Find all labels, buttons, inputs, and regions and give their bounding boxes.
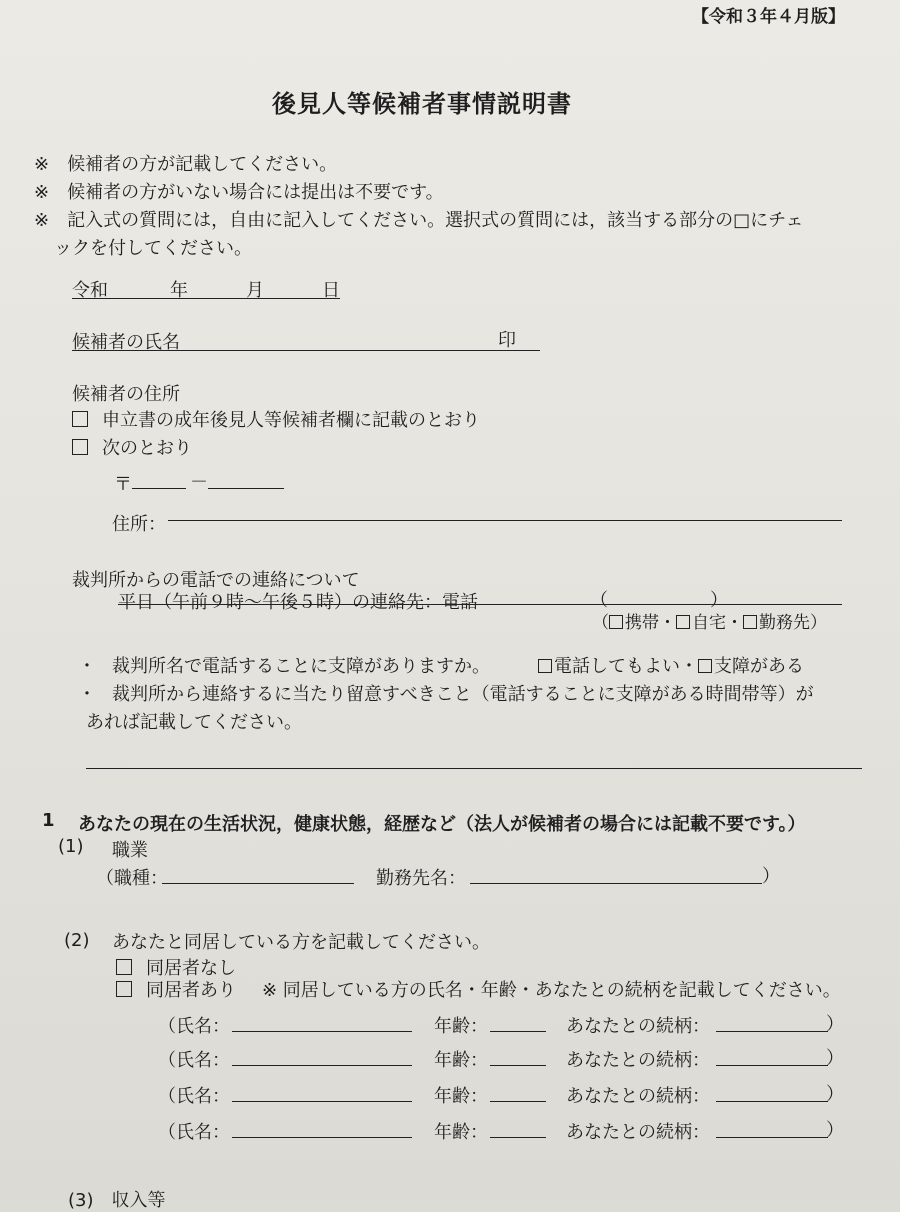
q2-number: (2) xyxy=(64,930,90,951)
phone-type-choices xyxy=(592,608,827,633)
weekday-phone-label: 平日（午前９時～午後５時）の連絡先：電話 xyxy=(118,592,478,613)
checkbox-work[interactable] xyxy=(743,615,757,629)
phone-paren-close: ） xyxy=(710,590,728,611)
cohabitant-age-field[interactable] xyxy=(490,1101,546,1102)
cohabitant-relationship-field[interactable] xyxy=(716,1137,828,1138)
bullet-notes-line2: あれば記載してください。 xyxy=(86,712,302,733)
candidate-address-label: 候補者の住所 xyxy=(72,384,180,405)
age-label: 年齢： xyxy=(434,1016,488,1037)
q2-label: あなたと同居している方を記載してください。 xyxy=(112,932,490,953)
phone-number-field[interactable] xyxy=(118,604,842,605)
job-type-label: （職種： xyxy=(96,868,168,889)
cohabitant-yes-text: 同居者あり xyxy=(146,980,236,1001)
age-label: 年齢： xyxy=(434,1050,488,1071)
note-1 xyxy=(34,150,337,176)
seal-mark: 印 xyxy=(498,330,516,351)
checkbox-mobile[interactable] xyxy=(609,615,623,629)
note-text: 候補者の方が記載してください。 xyxy=(67,154,338,175)
date-underline[interactable] xyxy=(72,298,340,299)
checkbox[interactable] xyxy=(72,411,88,427)
q1-number: (1) xyxy=(58,836,84,857)
phone-type-work: 勤務先） xyxy=(759,613,827,633)
checkbox-ok[interactable] xyxy=(538,659,552,673)
bullet-dot: ・ xyxy=(78,684,96,705)
phone-paren-open: （ xyxy=(590,590,608,611)
note-text: 記入式の質問には，自由に記入してください。選択式の質問には，該当する部分の□にチェ xyxy=(67,210,804,231)
address-field[interactable] xyxy=(168,520,842,521)
cohabitant-relationship-field[interactable] xyxy=(716,1065,828,1066)
date-day-label: 日 xyxy=(322,280,340,301)
cohabitant-name-field[interactable] xyxy=(232,1137,412,1138)
address-option-same[interactable] xyxy=(72,406,480,432)
phone-heading: 裁判所からの電話での連絡について xyxy=(72,570,360,591)
bullet-court-name-question: 裁判所名で電話することに支障がありますか。 xyxy=(112,656,490,677)
postal-code-first-field[interactable] xyxy=(132,488,186,489)
postal-code-second-field[interactable] xyxy=(208,488,284,489)
note-mark: ※ xyxy=(34,182,50,203)
bullet-notes-line1: 裁判所から連絡するに当たり留意すべきこと（電話することに支障がある時間帯等）が xyxy=(112,684,814,705)
phone-type-mobile: 携帯・ xyxy=(625,613,676,633)
section-title: あなたの現在の生活状況，健康状態，経歴など（法人が候補者の場合には記載不要です。） xyxy=(78,814,806,835)
cohabitant-relationship-field[interactable] xyxy=(716,1031,828,1032)
cohabitant-name-field[interactable] xyxy=(232,1065,412,1066)
version-label: 【令和３年４月版】 xyxy=(692,7,845,27)
candidate-name-label: 候補者の氏名 xyxy=(72,332,180,353)
employer-field[interactable] xyxy=(470,883,762,884)
job-type-field[interactable] xyxy=(162,883,354,884)
cohabitant-yes-option[interactable] xyxy=(116,976,236,1002)
cohabitant-age-field[interactable] xyxy=(490,1065,546,1066)
note-mark: ※ xyxy=(34,210,50,231)
cohabitant-none-text: 同居者なし xyxy=(146,958,236,979)
note-2 xyxy=(34,178,444,204)
q1-label: 職業 xyxy=(112,840,148,861)
address-option-other[interactable] xyxy=(72,434,192,460)
court-name-choices xyxy=(538,652,804,678)
postal-dash: － xyxy=(190,472,208,493)
relationship-label: あなたとの続柄： xyxy=(566,1016,710,1037)
date-year-label: 年 xyxy=(170,280,188,301)
bullet-dot: ・ xyxy=(78,656,96,677)
checkbox-home[interactable] xyxy=(676,615,690,629)
address-option-other-text: 次のとおり xyxy=(102,438,192,459)
cohabitant-name-field[interactable] xyxy=(232,1101,412,1102)
postal-mark: 〒 xyxy=(114,474,132,495)
candidate-name-field[interactable] xyxy=(72,350,540,351)
address-field-label: 住所： xyxy=(112,514,166,535)
date-era: 令和 xyxy=(72,280,108,301)
cohabitant-age-field[interactable] xyxy=(490,1031,546,1032)
checkbox[interactable] xyxy=(116,981,132,997)
phone-type-home: 自宅・ xyxy=(692,613,743,633)
cohabitant-note: ※ 同居している方の氏名・年齢・あなたとの続柄を記載してください。 xyxy=(262,980,841,1001)
address-option-same-text: 申立書の成年後見人等候補者欄に記載のとおり xyxy=(102,410,480,431)
document-title: 後見人等候補者事情説明書 xyxy=(272,90,572,118)
cohabitant-name-field[interactable] xyxy=(232,1031,412,1032)
note-3-continued: ックを付してください。 xyxy=(54,238,252,259)
q3-partial-heading: (3) 収入等 xyxy=(68,1190,166,1211)
paren-open: （ xyxy=(592,613,609,633)
paren-close: ） xyxy=(762,866,780,887)
age-label: 年齢： xyxy=(434,1086,488,1107)
paren-close: ） xyxy=(826,1048,844,1069)
employer-label: 勤務先名： xyxy=(376,868,466,889)
name-label: （氏名： xyxy=(158,1122,230,1143)
note-3 xyxy=(34,206,804,232)
note-text: 候補者の方がいない場合には提出は不要です。 xyxy=(67,182,444,203)
name-label: （氏名： xyxy=(158,1016,230,1037)
relationship-label: あなたとの続柄： xyxy=(566,1050,710,1071)
contact-notes-field[interactable] xyxy=(86,768,862,769)
choice-phone-ok: 電話してもよい・ xyxy=(554,656,698,677)
cohabitant-age-field[interactable] xyxy=(490,1137,546,1138)
paren-close: ） xyxy=(826,1084,844,1105)
checkbox[interactable] xyxy=(72,439,88,455)
section-number: 1 xyxy=(42,810,55,831)
paren-close: ） xyxy=(826,1120,844,1141)
checkbox[interactable] xyxy=(116,959,132,975)
note-mark: ※ xyxy=(34,154,50,175)
name-label: （氏名： xyxy=(158,1086,230,1107)
checkbox-problem[interactable] xyxy=(698,659,712,673)
relationship-label: あなたとの続柄： xyxy=(566,1086,710,1107)
name-label: （氏名： xyxy=(158,1050,230,1071)
choice-has-problem: 支障がある xyxy=(714,656,804,677)
cohabitant-relationship-field[interactable] xyxy=(716,1101,828,1102)
date-month-label: 月 xyxy=(246,280,264,301)
paren-close: ） xyxy=(826,1014,844,1035)
relationship-label: あなたとの続柄： xyxy=(566,1122,710,1143)
age-label: 年齢： xyxy=(434,1122,488,1143)
